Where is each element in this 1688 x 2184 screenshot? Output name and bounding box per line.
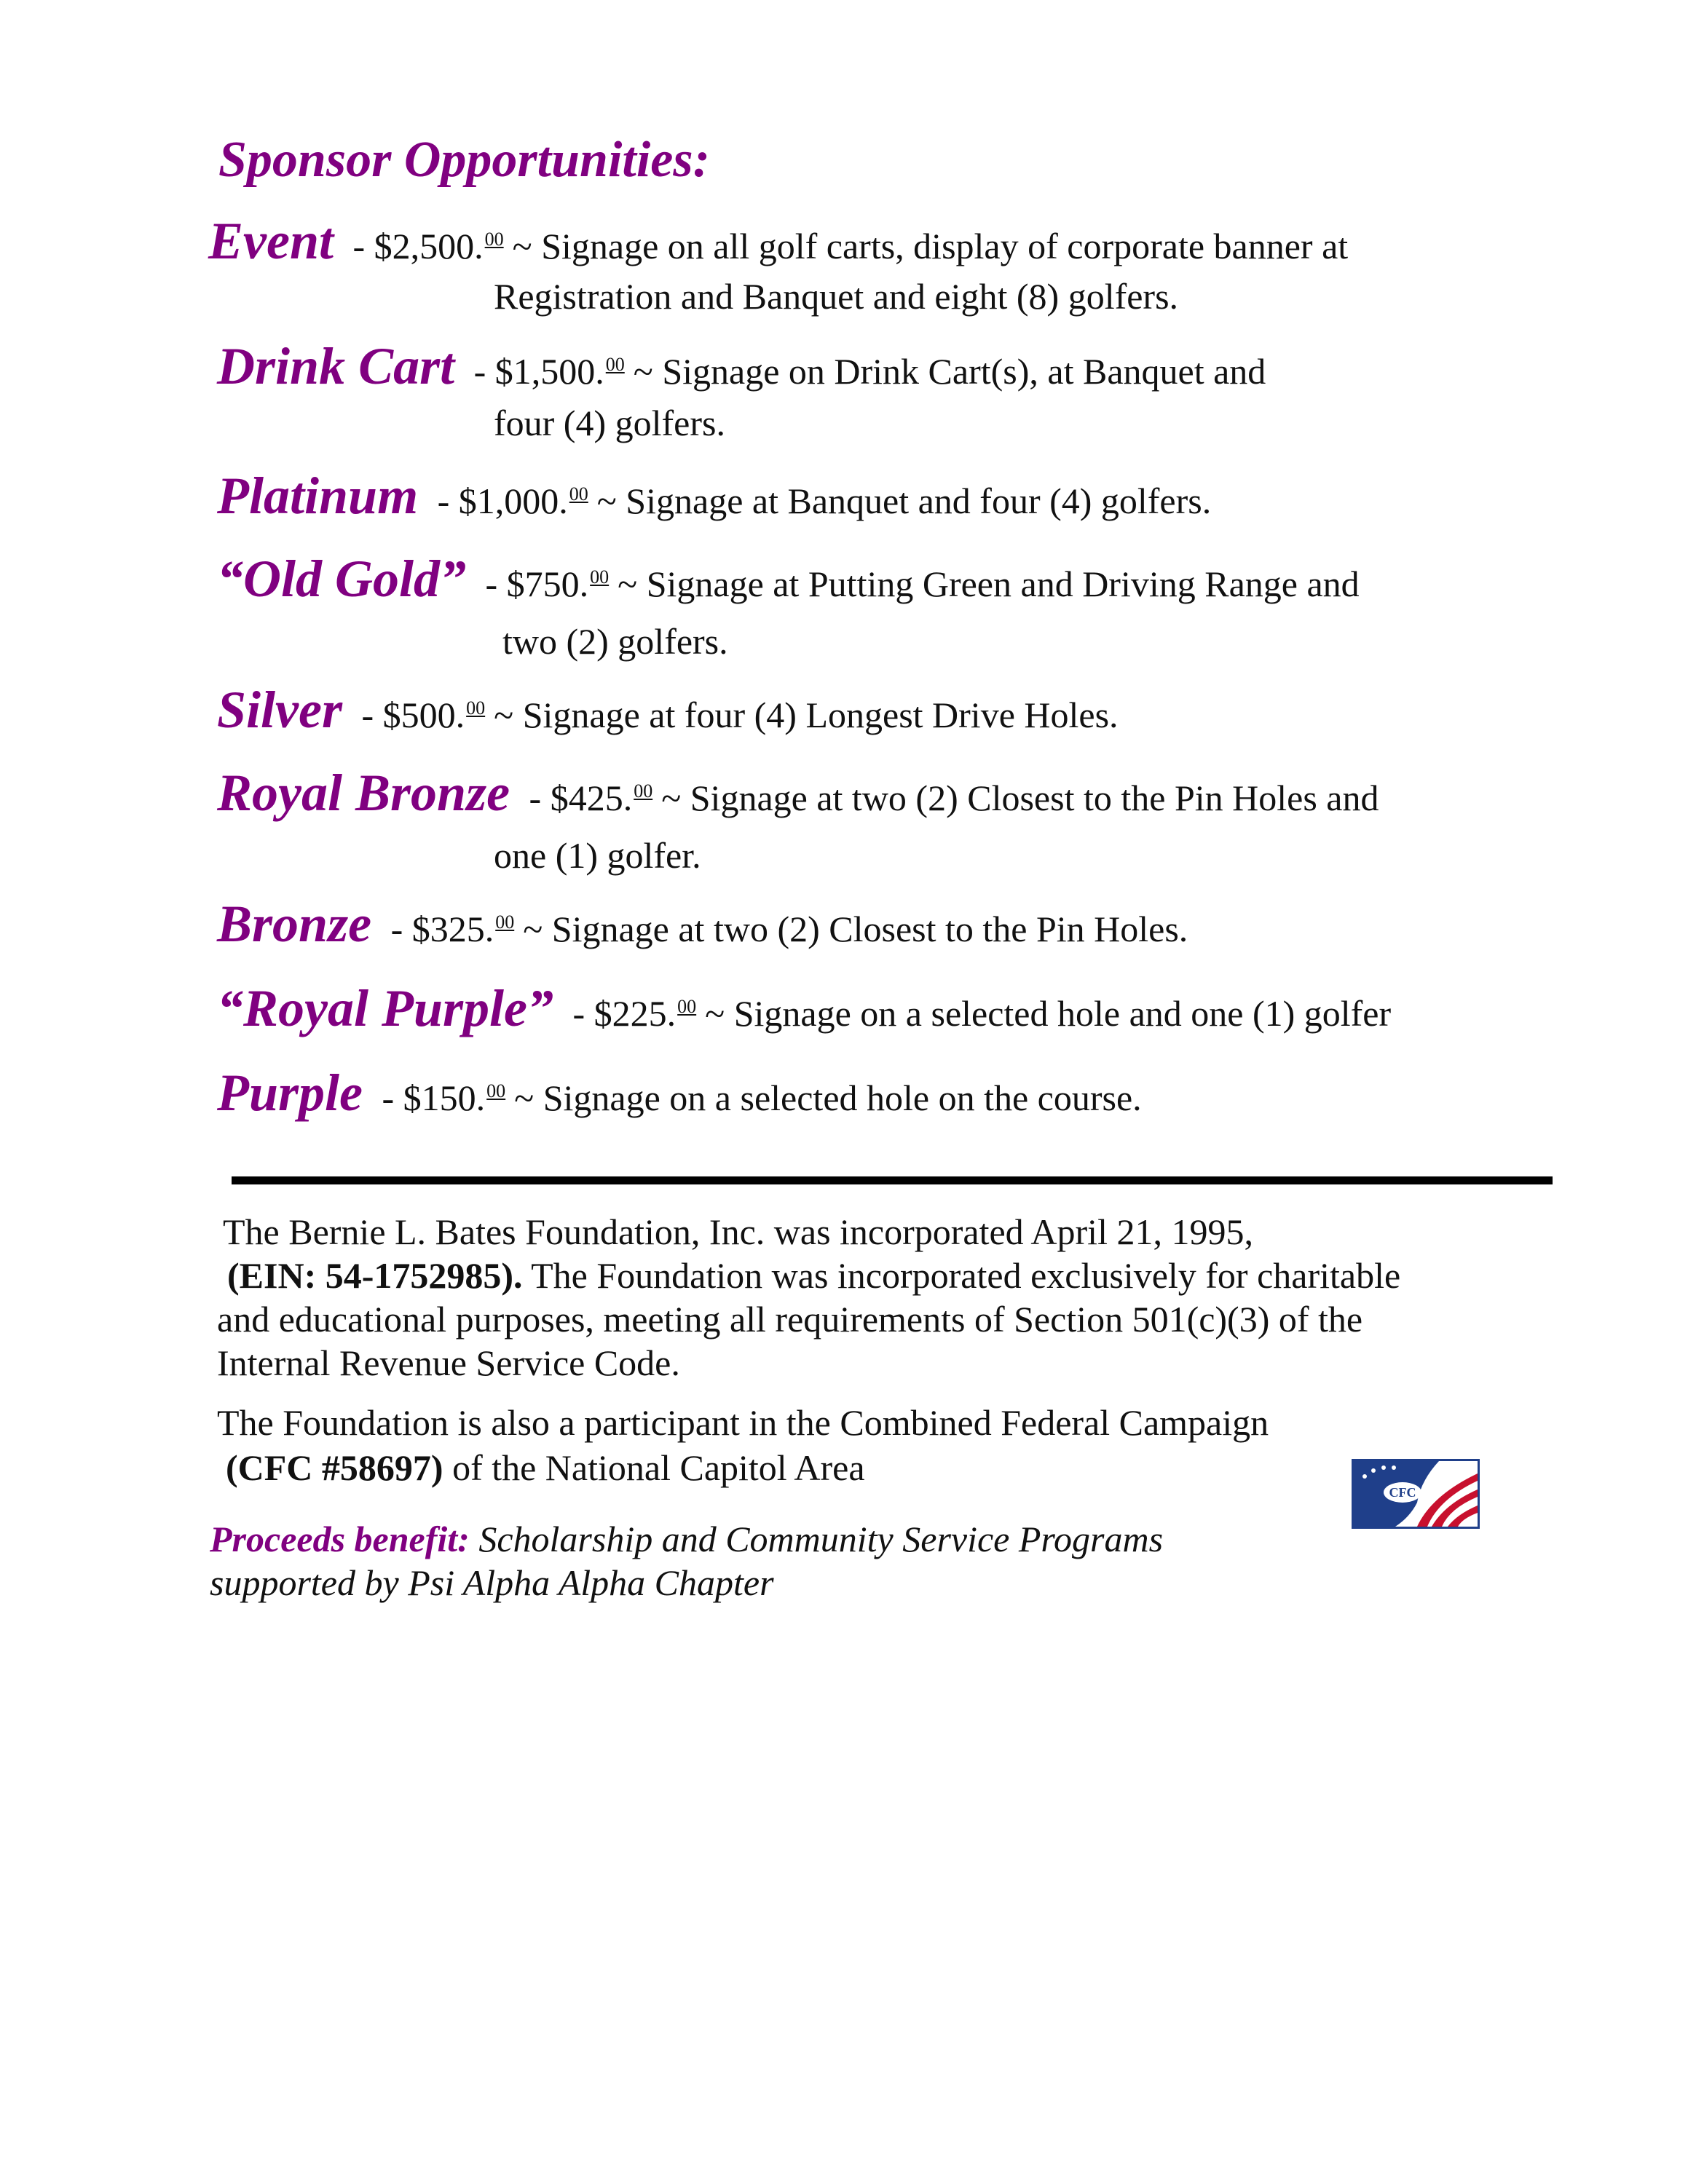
- tier-cents: 00: [484, 229, 504, 250]
- tier-description: ~ Signage on Drink Cart(s), at Banquet and: [633, 351, 1266, 392]
- tier-description-continued: four (4) golfers.: [494, 403, 725, 443]
- tier-description: ~ Signage on a selected hole on the course.: [514, 1077, 1142, 1118]
- section-divider: [232, 1176, 1553, 1184]
- tier-silver: Silver - $500.00 ~ Signage at four (4) Longest Drive Holes.: [217, 681, 1119, 739]
- tier-amount: $425.: [550, 778, 633, 818]
- ein-number: (EIN: 54-1752985).: [227, 1255, 523, 1296]
- foundation-line-2: (EIN: 54-1752985). The Foundation was incorporated exclusively for charitable: [227, 1255, 1401, 1296]
- tier-drink-cart: Drink Cart - $1,500.00 ~ Signage on Drink Cart(s), at Banquet and: [217, 337, 1266, 395]
- cfc-line-1: The Foundation is also a participant in the Combined Federal Campaign: [217, 1402, 1269, 1443]
- tier-cents: 00: [634, 780, 653, 802]
- cfc-line-2: (CFC #58697) of the National Capitol Area: [226, 1447, 865, 1488]
- foundation-line-3: and educational purposes, meeting all requirements of Section 501(c)(3) of the: [217, 1299, 1363, 1340]
- tier-description-continued: Registration and Banquet and eight (8) golfers.: [494, 276, 1179, 317]
- tier-description: ~ Signage on a selected hole and one (1) golfer: [705, 993, 1392, 1034]
- tier-amount: $225.: [593, 993, 677, 1034]
- tier-description: ~ Signage at four (4) Longest Drive Holes.: [494, 695, 1119, 735]
- tier-amount: $750.: [506, 563, 589, 604]
- tier-description: ~ Signage at Putting Green and Driving Range and: [618, 563, 1360, 604]
- tier-description: ~ Signage at Banquet and four (4) golfers.: [596, 480, 1212, 521]
- tier-name: “Royal Purple”: [217, 979, 553, 1037]
- tier-amount: $150.: [403, 1077, 486, 1118]
- cfc-number: (CFC #58697): [226, 1447, 443, 1488]
- tier-cents: 00: [486, 1080, 506, 1101]
- tier-amount: $1,500.: [494, 351, 604, 392]
- tier-purple: Purple - $150.00 ~ Signage on a selected hole on the course.: [217, 1064, 1142, 1122]
- foundation-line-1: The Bernie L. Bates Foundation, Inc. was incorporated April 21, 1995,: [223, 1211, 1253, 1252]
- tier-old-gold: “Old Gold” - $750.00 ~ Signage at Putting Green and Driving Range and: [217, 550, 1360, 608]
- tier-name: “Old Gold”: [217, 550, 466, 608]
- proceeds-label: Proceeds benefit:: [210, 1519, 470, 1559]
- tier-description: ~ Signage at two (2) Closest to the Pin Holes.: [523, 909, 1188, 949]
- tier-name: Event: [208, 212, 334, 270]
- tier-cents: 00: [466, 697, 486, 719]
- tier-name: Drink Cart: [217, 337, 455, 395]
- cfc-logo-text: CFC: [1389, 1485, 1416, 1500]
- tier-amount: $1,000.: [458, 480, 568, 521]
- tier-name: Silver: [217, 681, 342, 739]
- tier-description: ~ Signage on all golf carts, display of corporate banner at: [512, 226, 1349, 266]
- tier-amount: $500.: [382, 695, 465, 735]
- tier-cents: 00: [495, 911, 515, 933]
- tier-amount: $325.: [411, 909, 494, 949]
- tier-description-continued: one (1) golfer.: [494, 835, 701, 876]
- proceeds-line-1: Proceeds benefit: Scholarship and Community Service Programs: [210, 1519, 1164, 1559]
- tier-cents: 00: [590, 566, 610, 587]
- page-title: Sponsor Opportunities:: [218, 132, 710, 188]
- tier-name: Bronze: [217, 895, 372, 953]
- cfc-logo: [1352, 1459, 1480, 1529]
- tier-royal-purple: “Royal Purple” - $225.00 ~ Signage on a selected hole and one (1) golfer: [217, 979, 1392, 1037]
- proceeds-line-2: supported by Psi Alpha Alpha Chapter: [210, 1562, 774, 1603]
- tier-description: ~ Signage at two (2) Closest to the Pin Holes and: [661, 778, 1379, 818]
- tier-bronze: Bronze - $325.00 ~ Signage at two (2) Closest to the Pin Holes.: [217, 895, 1188, 953]
- tier-description-continued: two (2) golfers.: [502, 621, 728, 662]
- tier-amount: $2,500.: [374, 226, 484, 266]
- tier-royal-bronze: Royal Bronze - $425.00 ~ Signage at two (2) Closest to the Pin Holes and: [217, 764, 1379, 822]
- tier-event: Event - $2,500.00 ~ Signage on all golf carts, display of corporate banner at: [208, 212, 1349, 270]
- tier-name: Purple: [217, 1064, 363, 1122]
- tier-cents: 00: [569, 483, 588, 505]
- tier-name: Royal Bronze: [217, 764, 510, 822]
- tier-cents: 00: [605, 354, 625, 375]
- tier-name: Platinum: [217, 467, 419, 525]
- tier-cents: 00: [677, 996, 697, 1017]
- foundation-line-4: Internal Revenue Service Code.: [217, 1342, 680, 1383]
- tier-platinum: Platinum - $1,000.00 ~ Signage at Banquet and four (4) golfers.: [217, 467, 1212, 525]
